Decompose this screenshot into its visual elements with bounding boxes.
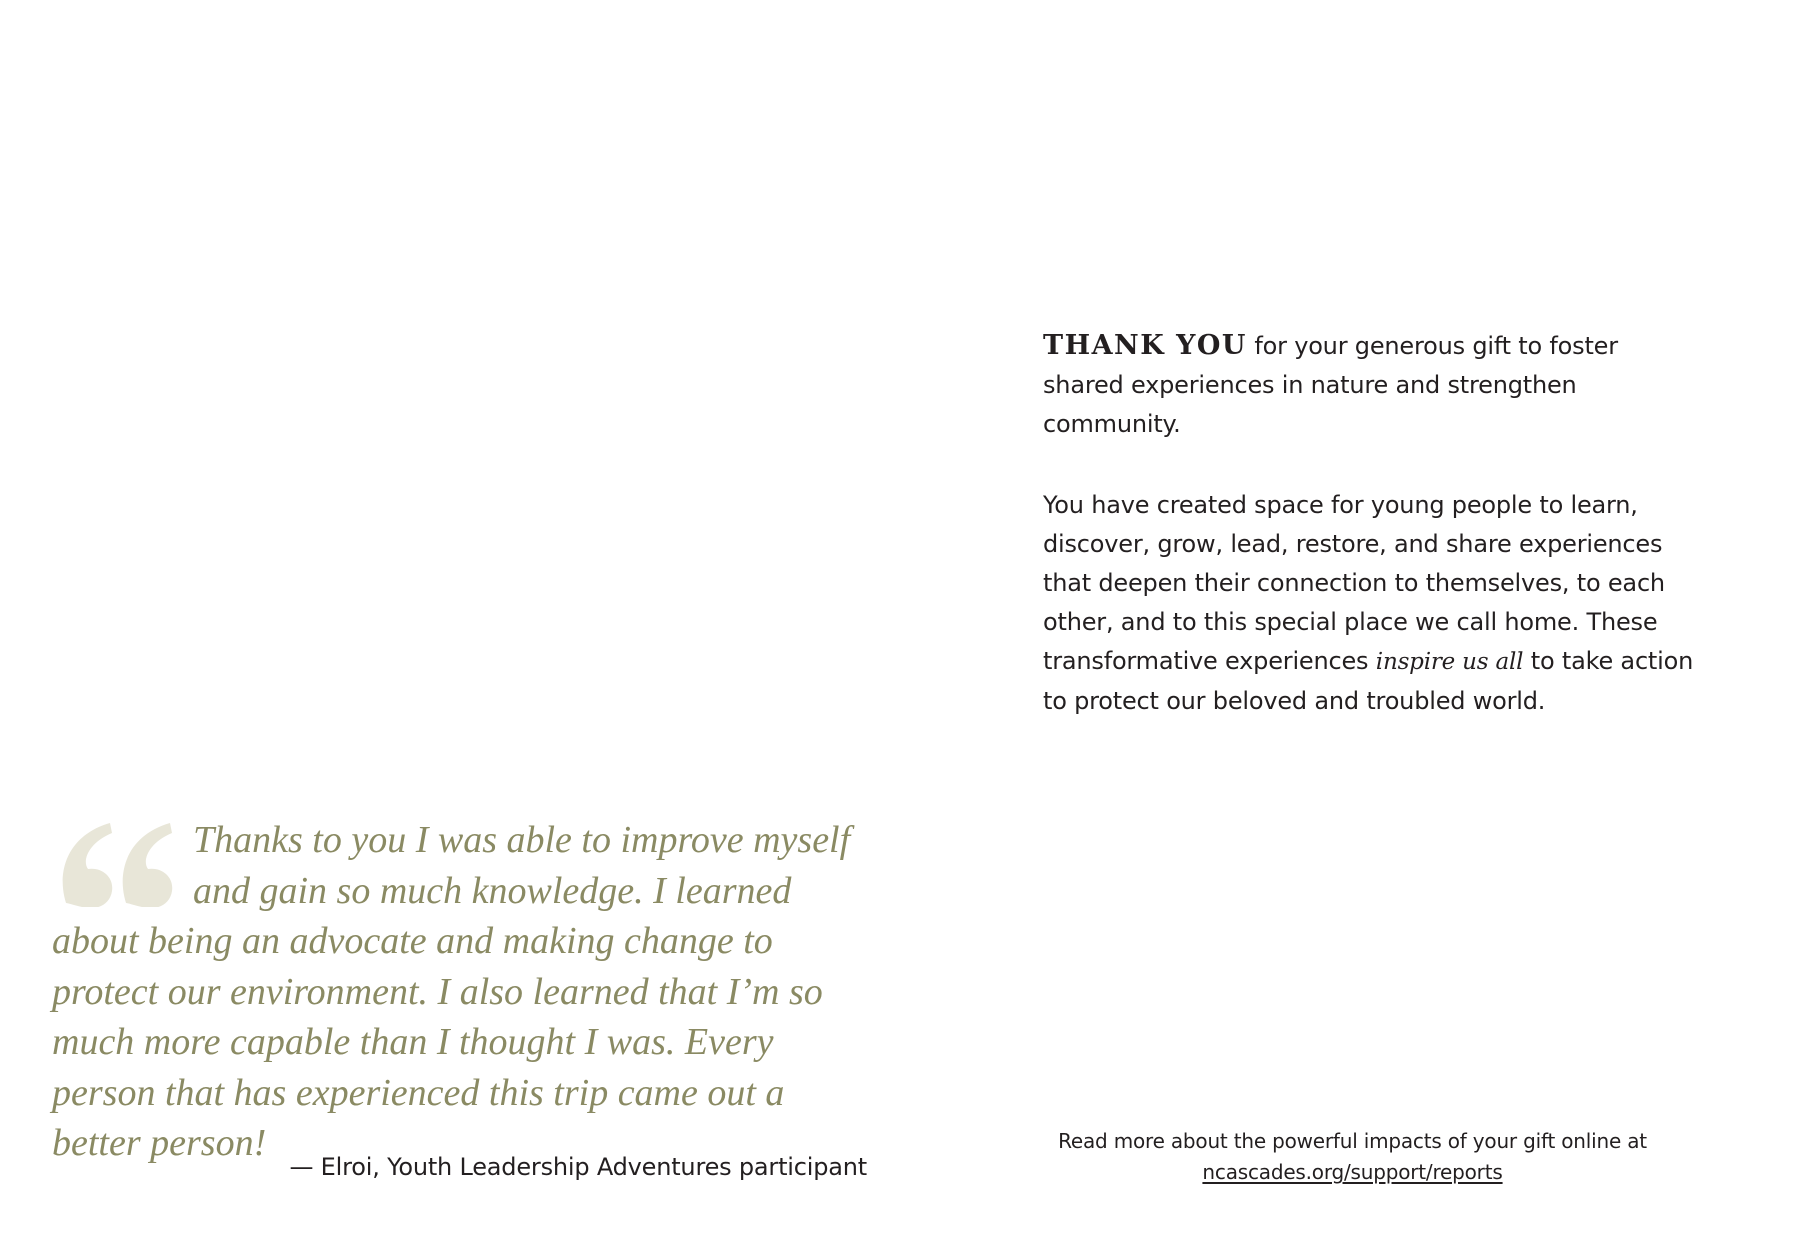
thank-you-body-emphasis: inspire us all xyxy=(1375,649,1524,675)
quote-attribution: — Elroi, Youth Leadership Adventures participant xyxy=(289,1153,867,1181)
quote-text: Thanks to you I was able to improve myself and gain so much knowledge. I learned about being an advocate and making change to protect our environment. I also learned that I’m so much more capable than I thought I was. Every person that has experienced this trip came out a better person! xyxy=(52,819,851,1164)
footer-note xyxy=(1000,1126,1705,1188)
quote-mark-icon xyxy=(52,815,190,915)
thank-you-intro-text: for your generous gift to foster shared experiences in nature and strengthen community. xyxy=(1043,332,1618,438)
thank-you-heading: THANK YOU xyxy=(1043,330,1247,361)
thank-you-body xyxy=(1043,486,1703,721)
participant-quote xyxy=(52,815,882,1169)
thank-you-intro xyxy=(1043,326,1703,444)
thank-you-body-end: to take action to protect our beloved and troubled world. xyxy=(1043,647,1694,715)
reports-link[interactable]: ncascades.org/support/reports xyxy=(1202,1160,1503,1184)
footer-text: Read more about the powerful impacts of your gift online at xyxy=(1058,1129,1647,1153)
thank-you-message xyxy=(1043,326,1703,721)
thank-you-body-start: You have created space for young people to learn, discover, grow, lead, restore, and share experiences that deepen their connection to themselves, to each other, and to this special place we call home. These transformative experiences xyxy=(1043,491,1665,675)
